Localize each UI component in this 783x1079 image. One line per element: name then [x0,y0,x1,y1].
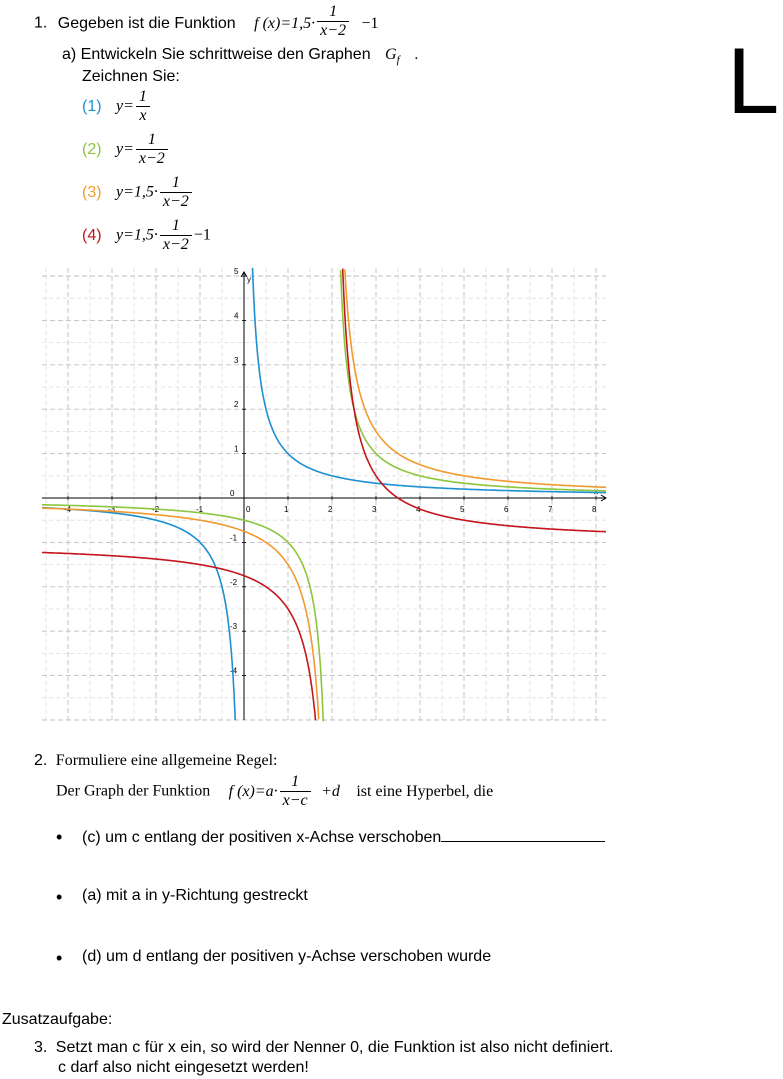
step-fraction [136,132,168,167]
task1-function-lhs: f (x)=1,5· [254,14,316,32]
x-axis-label: x [594,487,598,496]
step-prefix: y= [116,97,134,115]
task1-header [34,3,379,41]
graph-symbol [385,46,400,67]
x-tick-label: -4 [64,505,72,514]
series-2-branch-2 [341,270,606,491]
hyperbola-graph [40,266,610,722]
graph-symbol-sub: f [396,54,400,67]
task1-function-fraction [317,4,349,39]
answer-blank-line[interactable] [441,827,605,842]
grid-major [42,268,606,720]
bullet-icon: • [56,827,63,847]
fraction-numerator: 1 [329,3,338,20]
x-tick-label: 6 [504,505,509,514]
origin-label: 0 [230,489,235,498]
x-tick-label: 4 [416,505,421,514]
step-prefix: y=1,5· [116,226,158,244]
task2-function-lhs: f (x)=a· [228,782,278,800]
series-3-branch-2 [345,270,606,488]
extra-line2: c darf also nicht eingesetzt werden! [58,1059,309,1076]
task2-heading: Formuliere eine allgemeine Regel: [55,752,278,769]
step-label: (1) [82,97,102,115]
graph-symbol-letter: G [385,46,397,63]
y-tick-label: 5 [234,267,239,276]
step-fraction [136,89,150,124]
task2-number: 2. [34,752,48,769]
step-4 [82,218,211,253]
x-tick-label: 1 [284,505,289,514]
x-tick-label: 2 [328,505,333,514]
y-tick-label: -3 [230,622,238,632]
step-label: (3) [82,183,102,201]
x-tick-label: 5 [460,505,465,514]
task1-intro: Gegeben ist die Funktion [57,14,236,32]
corner-letter: L [727,28,780,133]
y-tick-label: 4 [234,311,239,321]
step-fraction [160,218,192,253]
bullet-item [56,887,308,908]
bullet-icon: • [56,948,63,968]
bullet-text [82,827,605,847]
task1-part-a-line1 [62,46,419,66]
task2-function-fraction [280,774,311,809]
axes [42,272,606,720]
sentence-start: Der Graph der Funktion [56,782,211,800]
fraction-numerator: 1 [147,131,156,148]
bullet-item [56,948,492,969]
fraction-denominator: x [136,106,150,124]
fraction-numerator: 1 [138,88,147,105]
grid-minor [42,268,606,720]
series-4-branch-1 [42,553,316,721]
task2-function-tail: +d [321,782,340,800]
step-suffix: −1 [193,226,211,244]
step-1 [82,89,152,124]
x-tick-label: -2 [152,505,160,514]
step-fraction [160,175,192,210]
step-prefix: y= [116,140,134,158]
fraction-denominator: x−c [280,791,311,809]
x-tick-label: -3 [108,505,116,514]
x-tick-label: 3 [372,505,377,514]
y-tick-label: 1 [234,444,239,454]
fraction-denominator: x−2 [136,149,168,167]
part-a-instruction: a) Entwickeln Sie schrittweise den Graphen [62,46,371,63]
extra-line1-text: Setzt man c für x ein, so wird der Nenner 0, die Funktion ist also nicht definiert. [55,1039,614,1056]
y-tick-label: -2 [230,577,238,587]
task1-part-a-line2: Zeichnen Sie: [82,68,180,85]
fraction-denominator: x−2 [317,21,349,39]
x-tick-label: 8 [592,505,597,514]
tick-labels [64,267,597,676]
x-tick-label: 7 [548,505,553,514]
task1-function-tail: −1 [361,14,379,32]
y-tick-label: -4 [230,666,238,676]
sentence-end: ist eine Hyperbel, die [356,782,494,800]
graph-dot: . [414,46,419,63]
bullet-text: (a) mit a in y-Richtung gestreckt [82,887,308,904]
y-tick-label: 2 [234,400,239,410]
x-tick-label: -1 [196,505,204,514]
fraction-denominator: x−2 [160,235,192,253]
extra-line1 [34,1039,613,1057]
step-prefix: y=1,5· [116,183,158,201]
fraction-numerator: 1 [291,773,300,790]
y-axis-label: y [247,275,251,284]
bullet-item [56,827,442,848]
fraction-denominator: x−2 [160,192,192,210]
series-3-branch-1 [42,508,319,719]
step-label: (2) [82,140,102,158]
extra-heading: Zusatzaufgabe: [2,1011,113,1028]
task2-header [34,752,278,770]
bullet-text-content: (c) um c entlang der positiven x-Achse verschoben [82,829,442,846]
task2-sentence [56,774,493,809]
series-2-branch-1 [42,505,323,722]
fraction-numerator: 1 [171,174,180,191]
x-tick-label: 0 [246,505,251,514]
series-1-branch-2 [253,268,607,493]
bullet-text: (d) um d entlang der positiven y-Achse verschoben wurde [82,948,492,965]
step-3 [82,175,194,210]
step-label: (4) [82,226,102,244]
bullet-icon: • [56,887,63,907]
y-tick-label: -1 [230,533,238,543]
extra-number: 3. [34,1039,48,1056]
task1-number: 1. [34,14,48,32]
y-tick-label: 3 [234,355,239,365]
step-2 [82,132,170,167]
series-1-branch-1 [42,508,235,720]
fraction-numerator: 1 [171,217,180,234]
